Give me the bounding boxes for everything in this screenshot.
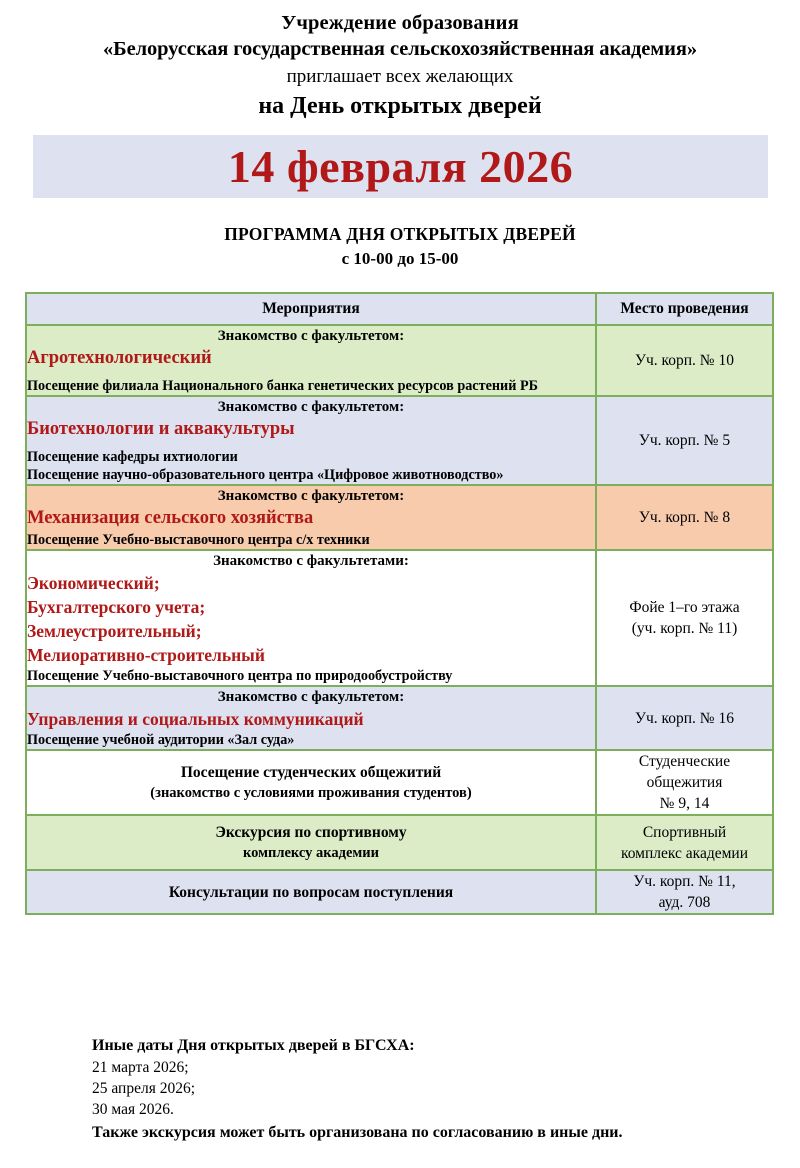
- event-title-sub: (знакомство с условиями проживания студентов): [150, 785, 472, 801]
- column-header-place: Место проведения: [596, 293, 773, 325]
- faculty-name: Бухгалтерского учета;: [27, 597, 206, 617]
- row-lead-text: Знакомство с факультетом:: [217, 488, 405, 504]
- column-header-events: Мероприятия: [26, 293, 596, 325]
- place-cell: Уч. корп. № 5: [596, 396, 773, 485]
- table-row: [26, 396, 773, 485]
- excursion-note: Также экскурсия может быть организована по согласованию в иные дни.: [92, 1124, 623, 1141]
- institution-type: Учреждение образования: [281, 12, 519, 34]
- other-date: 30 мая 2026.: [92, 1101, 174, 1118]
- event-note: Посещение филиала Национального банка генетических ресурсов растений РБ: [27, 378, 538, 394]
- program-heading: [0, 222, 800, 271]
- program-time: с 10-00 до 15-00: [341, 249, 459, 268]
- event-title: [27, 816, 595, 869]
- place-cell: Уч. корп. № 16: [596, 686, 773, 750]
- table-header-row: [26, 293, 773, 325]
- row-lead-text: Знакомство с факультетом:: [217, 399, 405, 415]
- place-line: Фойе 1–го этажа: [629, 599, 740, 616]
- place-line: общежития: [646, 774, 723, 791]
- table-row: [26, 750, 773, 815]
- place-line: Студенческие: [638, 753, 731, 770]
- faculty-name: Экономический;: [27, 573, 160, 593]
- event-date: 14 февраля 2026: [227, 140, 574, 192]
- table-row: [26, 485, 773, 550]
- faculty-name: Агротехнологический: [27, 348, 212, 368]
- place-line: комплекс академии: [620, 844, 749, 862]
- event-cell: [26, 396, 596, 485]
- date-banner: [33, 135, 768, 198]
- other-dates-heading: Иные даты Дня открытых дверей в БГСХА:: [92, 1037, 415, 1054]
- event-cell: [26, 686, 596, 750]
- place-cell: [596, 550, 773, 686]
- faculty-name: Мелиоративно-строительный: [27, 645, 265, 665]
- event-note: Посещение научно-образовательного центра «Цифровое животноводство»: [27, 467, 504, 483]
- invitation-line: приглашает всех желающих: [286, 66, 514, 87]
- other-date: 25 апреля 2026;: [92, 1080, 196, 1097]
- place-line: Уч. корп. № 11,: [633, 873, 736, 890]
- event-cell: [26, 550, 596, 686]
- faculty-name: Биотехнологии и аквакультуры: [27, 419, 295, 439]
- event-note: Посещение Учебно-выставочного центра по природообустройству: [27, 668, 453, 684]
- place-cell: Уч. корп. № 8: [596, 485, 773, 550]
- row-lead-text: Знакомство с факультетом:: [217, 328, 405, 344]
- footer-notes: [92, 1035, 772, 1144]
- event-title: [27, 756, 595, 809]
- event-cell: [26, 485, 596, 550]
- event-title-sub: комплексу академии: [242, 845, 380, 861]
- event-cell: [26, 815, 596, 870]
- place-line: (уч. корп. № 11): [631, 620, 738, 637]
- place-cell: [596, 815, 773, 870]
- event-title-main: Консультации по вопросам поступления: [168, 883, 454, 901]
- faculty-name: Управления и социальных коммуникаций: [27, 709, 364, 729]
- program-title: ПРОГРАММА ДНЯ ОТКРЫТЫХ ДВЕРЕЙ: [224, 224, 576, 244]
- program-table: [25, 292, 774, 915]
- place-line: ауд. 708: [658, 894, 711, 911]
- table-row: [26, 550, 773, 686]
- row-lead-text: Знакомство с факультетом:: [217, 689, 405, 705]
- event-note: Посещение Учебно-выставочного центра с/х техники: [27, 532, 370, 548]
- table-row: [26, 815, 773, 870]
- event-title: [27, 876, 595, 909]
- event-cell: [26, 870, 596, 914]
- other-date: 21 марта 2026;: [92, 1059, 189, 1076]
- table-row: [26, 686, 773, 750]
- place-cell: [596, 750, 773, 815]
- place-line: № 9, 14: [659, 795, 710, 812]
- faculty-name: Механизация сельского хозяйства: [27, 508, 314, 528]
- faculty-name: Землеустроительный;: [27, 621, 202, 641]
- table-row: [26, 325, 773, 396]
- event-cell: [26, 325, 596, 396]
- place-cell: [596, 870, 773, 914]
- row-lead-text: Знакомство с факультетами:: [213, 553, 409, 569]
- place-cell: Уч. корп. № 10: [596, 325, 773, 396]
- table-row: [26, 870, 773, 914]
- event-title-main: Экскурсия по спортивному: [215, 824, 407, 841]
- event-note: Посещение учебной аудитории «Зал суда»: [27, 732, 295, 748]
- institution-name: «Белорусская государственная сельскохозяйственная академия»: [103, 38, 697, 60]
- event-name: на День открытых дверей: [258, 93, 542, 119]
- event-title-main: Посещение студенческих общежитий: [180, 764, 442, 781]
- place-line: Спортивный: [642, 823, 727, 841]
- event-cell: [26, 750, 596, 815]
- event-note: Посещение кафедры ихтиологии: [27, 449, 238, 465]
- poster-header: [0, 0, 800, 122]
